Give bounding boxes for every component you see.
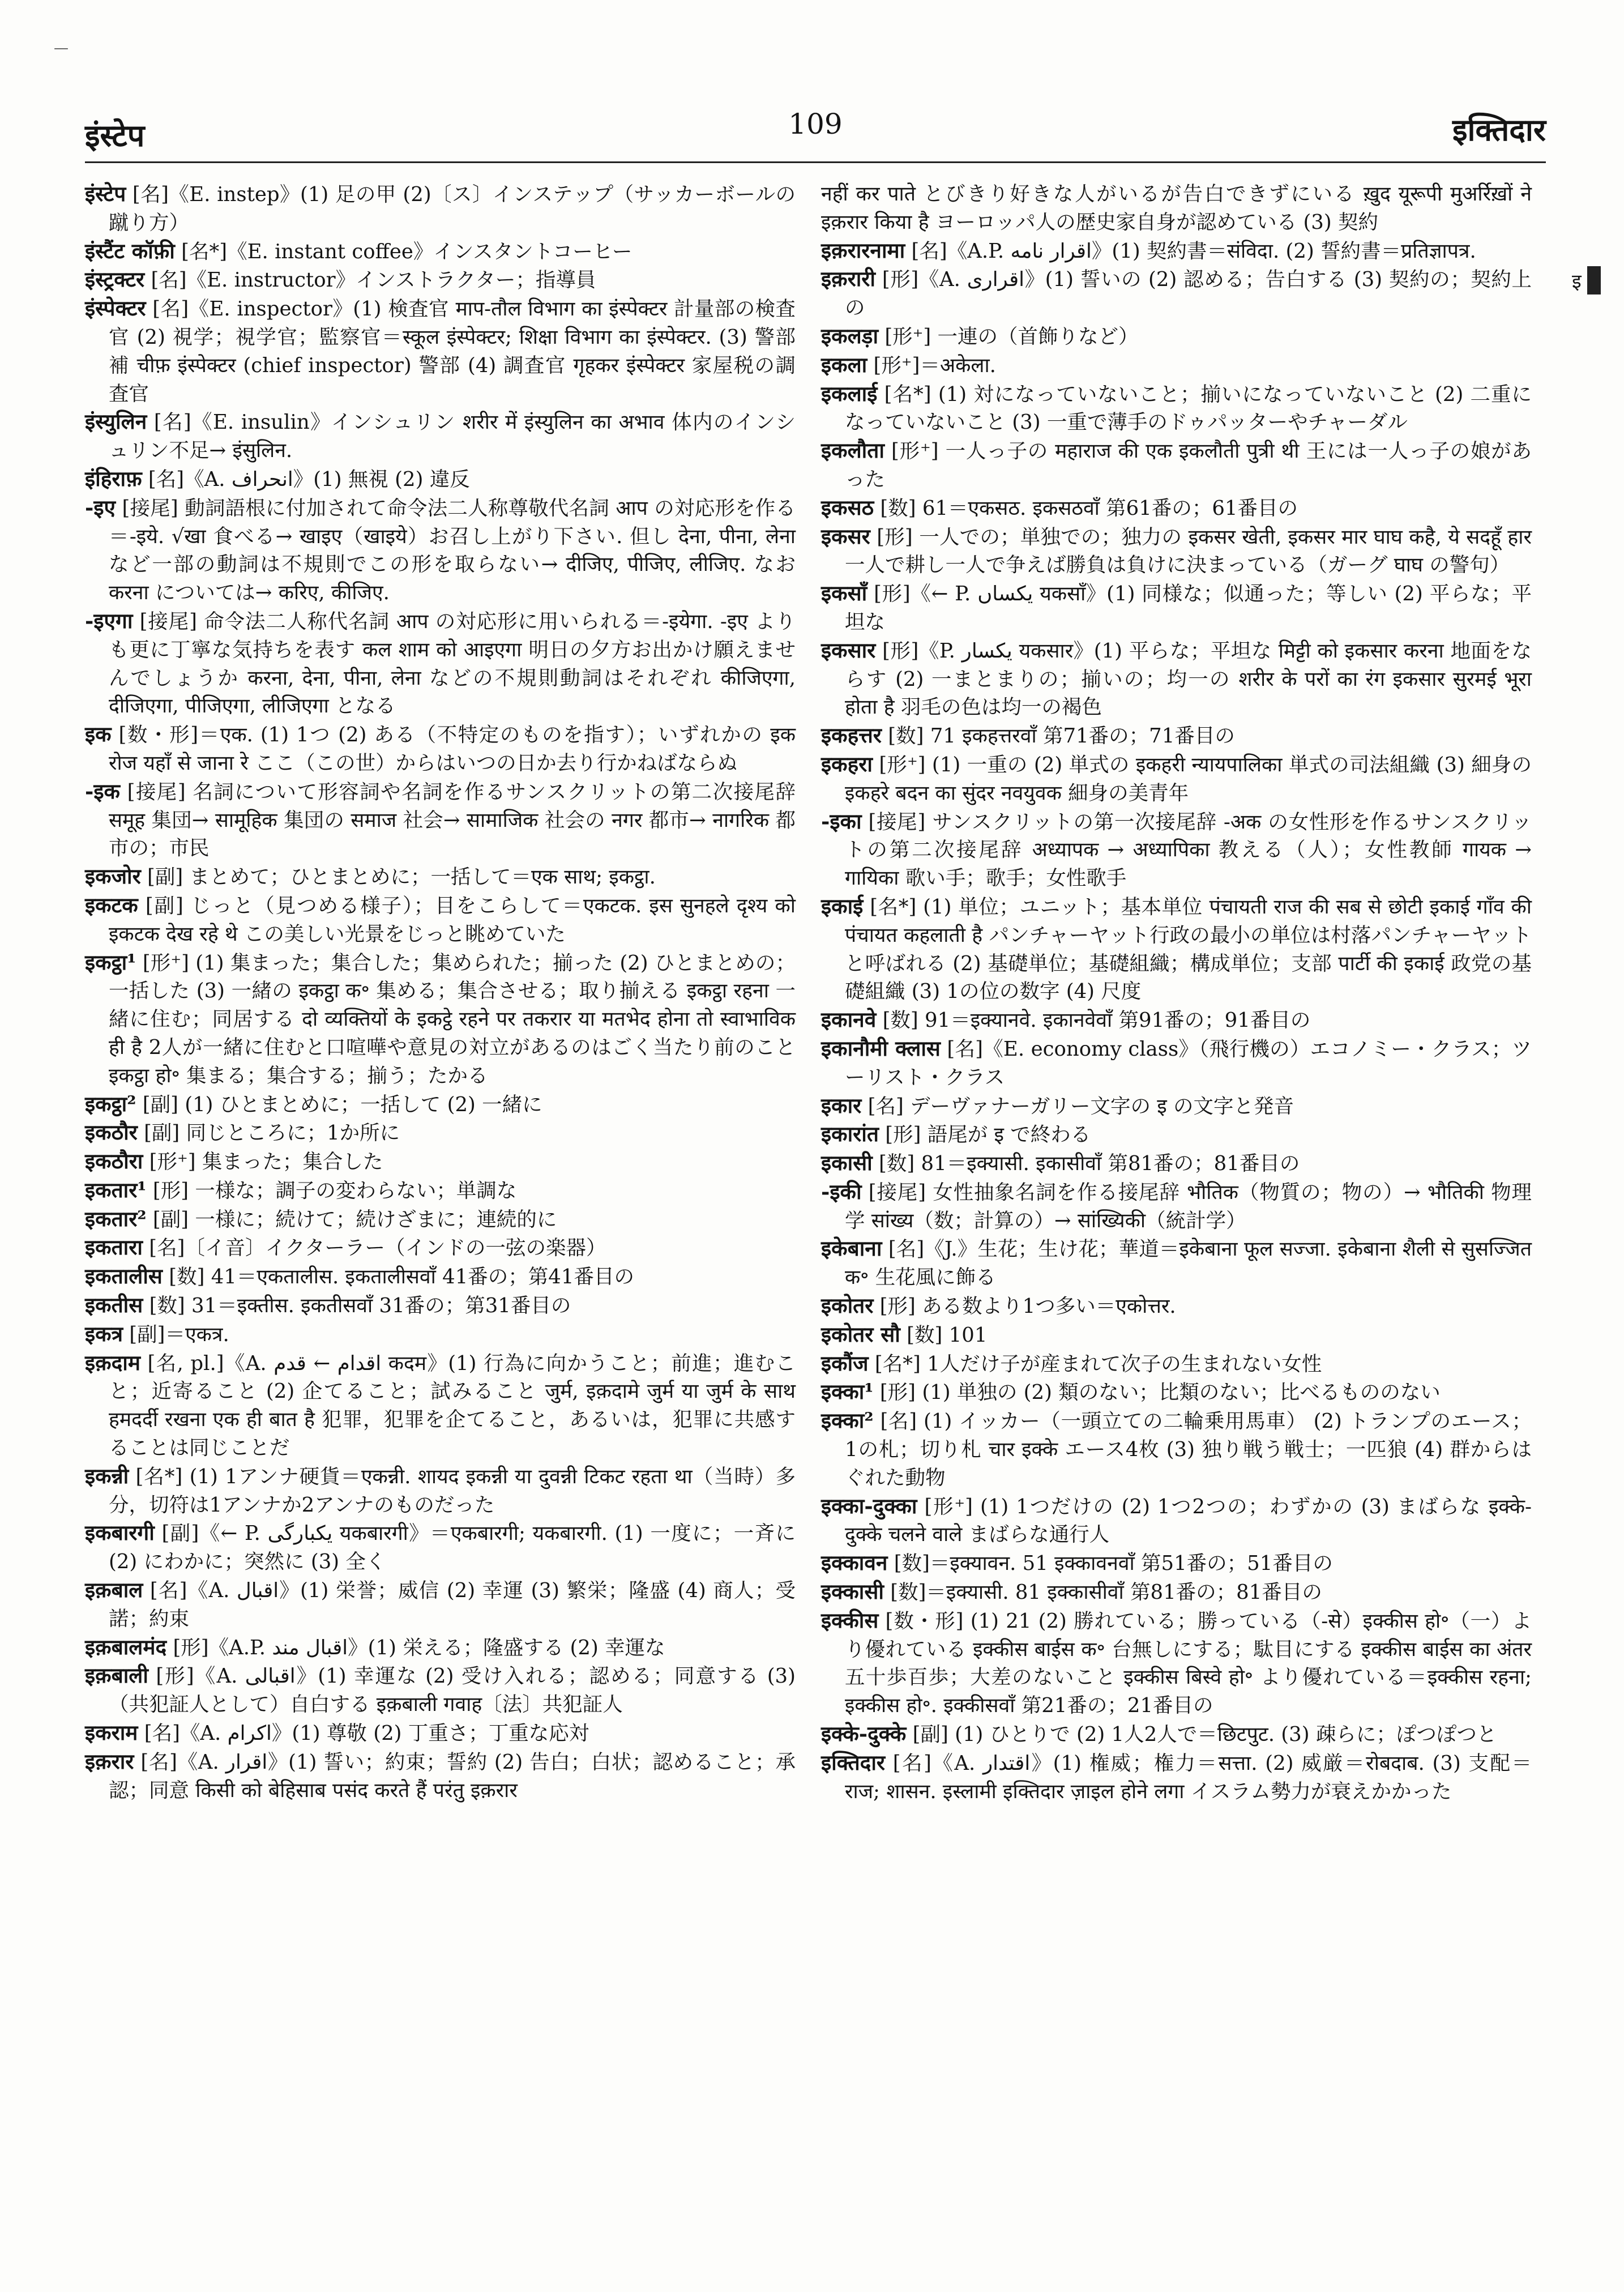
entry-headword: इक्के-दुक्के <box>821 1721 907 1747</box>
entry-definition: [形]《A. اقراری》(1) 誓いの (2) 認める；告白する (3) 契約の；契約上の <box>845 268 1532 320</box>
dictionary-entry <box>85 891 796 949</box>
entry-definition: [数・形]＝एक. (1) 1つ (2) ある（不特定のものを指す）；いずれかの इक रोज यहाँ से जाना रे ここ（この世）からはいつの日か去り行かねばならぬ <box>109 723 796 775</box>
entry-headword: इकजोर <box>85 864 141 889</box>
entry-headword: इकबारगी <box>85 1520 155 1546</box>
entry-headword: इक़बालमंद <box>85 1634 167 1659</box>
entry-definition: [名*] (1) 1アンナ硬貨＝एकन्नी. शायद इकन्नी या दुवन्नी टिकट रहता था（当時）多分，切符は1アンナか2アンナのものだった <box>109 1465 796 1517</box>
dictionary-entry <box>821 1749 1532 1806</box>
dictionary-entry <box>85 1205 796 1234</box>
entry-definition: [接尾] 女性抽象名詞を作る接尾辞 भौतिक（物質の；物の）→ भौतिकी 物理学 सांख्य（数；計算の）→ सांख्यिकी（統計学） <box>845 1180 1532 1232</box>
entry-definition: [形]《P. یکسار यकसार》(1) 平らな；平坦な मिट्टी को इकसार करना 地面をならす (2) 一まとまりの；揃いの；均一の शरीर के परों का रंग इकसार सुरमई भूरा होता है 羽毛の色は均一の褐色 <box>845 639 1532 719</box>
dictionary-entry <box>821 1492 1532 1550</box>
entry-headword: इकसार <box>821 637 876 663</box>
header-right-guide-word: इक्तिदार <box>1452 112 1546 148</box>
entry-definition: [形]《A.P. اقبال مند》(1) 栄える；隆盛する (2) 幸運な <box>166 1636 665 1659</box>
dictionary-entry <box>821 351 1532 380</box>
dictionary-entry <box>821 1092 1532 1121</box>
dictionary-entry <box>85 949 796 1090</box>
entry-headword: इकटक <box>85 892 138 917</box>
entry-definition: [数] 41＝एकतालीस. इकतालीसवाँ 41番の；第41番目の <box>162 1265 634 1289</box>
entry-headword: -इका <box>821 808 862 834</box>
entry-definition: [名, pl.]《A. اقدام ← قدم कदम》(1) 行為に向かうこと；前進；進むこと；近寄ること (2) 企てること；試みること जुर्म, इक़दामे जुर्म या जुर्म के साथ हमदर्दी रखना एक ही बात है 犯罪，犯罪を企てること，あるいは，犯罪に共感することは同じことだ <box>109 1351 796 1460</box>
dictionary-entry <box>85 1519 796 1576</box>
dictionary-entry <box>85 863 796 891</box>
entry-definition: [接尾] 名詞について形容詞や名詞を作るサンスクリットの第二次接尾辞 समूह 集団→ सामूहिक 集団の समाज 社会→ सामाजिक 社会の नगर 都市→ नागरिक 都市の；市民 <box>109 780 796 860</box>
entry-definition: [名*] (1) 対になっていないこと；揃いになっていないこと (2) 二重になっていないこと (3) 一重で薄手のドゥパッターやチャーダル <box>845 382 1532 434</box>
dictionary-entry <box>85 1719 796 1748</box>
thumb-index-block <box>1587 266 1601 294</box>
entry-definition: [名*] (1) 単位；ユニット；基本単位 पंचायती राज की सब से छोटी इकाई गाँव की पंचायत कहलाती है パンチャーヤット行政の最小の単位は村落パンチャーヤットと呼ばれる (2) 基礎単位；基礎組織；構成単位；支部 पार्टी की इकाई 政党の基礎組織 (3) 1の位の数字 (4) 尺度 <box>845 895 1532 1004</box>
dictionary-entry <box>821 1578 1532 1607</box>
entry-headword: इकसर <box>821 523 870 549</box>
entry-headword: -इक <box>85 778 120 804</box>
entry-definition: [名*]《E. instant coffee》インスタントコーヒー <box>174 240 632 263</box>
dictionary-entry <box>85 1462 796 1520</box>
entry-headword: इक़रारी <box>821 266 876 292</box>
dictionary-entry <box>85 607 796 720</box>
entry-definition: [副] まとめて；ひとまとめに；一括して＝एक साथ; इकट्ठा. <box>140 865 656 889</box>
entry-headword: इकेबाना <box>821 1236 882 1261</box>
entry-definition: [名]《E. insulin》インシュリン शरीर में इंस्युलिन का अभाव 体内のインシュリン不足→ इंसुलिन. <box>109 411 796 463</box>
entry-headword: इक्कावन <box>821 1550 888 1576</box>
entry-definition: [形⁺] 一連の（首飾りなど） <box>878 325 1139 348</box>
entry-headword: इक्कीस <box>821 1607 879 1633</box>
entry-headword: इकतीस <box>85 1292 143 1318</box>
dictionary-entry <box>821 1720 1532 1749</box>
entry-headword: इकारांत <box>821 1121 879 1147</box>
entry-headword: -इए <box>85 494 116 520</box>
entry-headword: इक्का² <box>821 1408 874 1433</box>
entry-headword: -इएगा <box>85 608 133 633</box>
dictionary-entry <box>85 1576 796 1633</box>
dictionary-entry <box>85 1262 796 1291</box>
entry-definition: [数] 81＝इक्यासी. इकासीवाँ 第81番の；81番目の <box>872 1152 1300 1176</box>
entry-definition: [名]《A.P. اقرار نامه》(1) 契約書＝संविदा. (2) 誓約書＝प्रतिज्ञापत्र. <box>905 239 1476 263</box>
entry-headword: इकानौमी क्लास <box>821 1035 941 1061</box>
entry-headword: इक्तिदार <box>821 1749 886 1775</box>
entry-definition: [数] 91＝इक्यानवे. इकानवेवाँ 第91番の；91番目の <box>876 1009 1311 1032</box>
entry-headword: इकलाई <box>821 381 878 406</box>
dictionary-entry <box>85 720 796 778</box>
entry-headword: इकसठ <box>821 494 874 520</box>
right-column <box>821 180 1532 1806</box>
entry-definition: [名]〔イ音〕イクターラー（インドの一弦の楽器） <box>142 1236 606 1260</box>
entry-definition: [名]《E. economy class》（飛行機の）エコノミー・クラス；ツーリスト・クラス <box>845 1037 1532 1089</box>
entry-headword: इंस्टेप <box>85 181 126 206</box>
entry-headword: इक़बाली <box>85 1663 148 1688</box>
dictionary-entry <box>85 294 796 408</box>
dictionary-entry <box>85 1119 796 1147</box>
dictionary-entry <box>821 1178 1532 1235</box>
entry-headword: इकाई <box>821 893 864 919</box>
dictionary-entry <box>85 266 796 294</box>
dictionary-entry <box>821 1292 1532 1321</box>
entry-headword: इकराम <box>85 1720 138 1745</box>
entry-headword: इक्कासी <box>821 1579 884 1604</box>
entry-definition: [副] 一様に；続けて；続けざまに；連続的に <box>146 1207 557 1231</box>
entry-definition: [名]《A. اقبال》(1) 栄誉；威信 (2) 幸運 (3) 繁栄；隆盛 (4) 商人；受諾；約束 <box>109 1579 796 1631</box>
dictionary-entry <box>85 1234 796 1262</box>
dictionary-entry <box>85 494 796 607</box>
dictionary-entry <box>85 1349 796 1462</box>
entry-headword: इकौंज <box>821 1350 869 1376</box>
entry-definition: [形⁺] 集まった；集合した <box>143 1150 383 1174</box>
entry-headword: इकोतर <box>821 1293 874 1318</box>
entry-definition: [名] デーヴァナーガリー文字の इ の文字と発音 <box>861 1094 1294 1118</box>
entry-definition: [形]《← P. یکساں यकसाँ》(1) 同様な；似通った；等しい (2) 平らな；平坦な <box>845 582 1532 634</box>
dictionary-entry <box>821 180 1532 237</box>
entry-headword: इकट्ठा¹ <box>85 949 136 975</box>
dictionary-entry <box>821 722 1532 750</box>
entry-headword: इक्का-दुक्का <box>821 1493 917 1518</box>
dictionary-entry <box>821 1350 1532 1378</box>
entry-definition: [副] じっと（見つめる様子）；目をこらして＝एकटक. इस सुनहले दृश्य को इकटक देख रहे थे この美しい光景をじっと眺めていた <box>109 894 796 946</box>
dictionary-entry <box>821 380 1532 437</box>
entry-definition: [数・形] (1) 21 (2) 勝れている；勝っている（-से）इक्कीस हो॰（一）より優れている इक्कीस बाईस क॰ 台無しにする；駄目にする इक्कीस बाईस का अंतर 五十歩百歩；大差のないこと इक्कीस बिस्वे हो॰ より優れている＝इक्कीस रहना; इक्कीस हो॰. इक्कीसवाँ 第21番の；21番目の <box>845 1609 1532 1718</box>
entry-headword: इकलौता <box>821 438 884 463</box>
dictionary-entry <box>85 1748 796 1805</box>
entry-headword: इकानवे <box>821 1007 877 1032</box>
entry-headword: इक <box>85 722 112 747</box>
entry-definition: [名] (1) イッカー（一頭立ての二輪乗用馬車） (2) トランプのエース；1の札；切り札 चार इक्के エース4枚 (3) 独り戦う戦士；一匹狼 (4) 群からはぐれた動物 <box>845 1410 1532 1489</box>
entry-definition: [数]＝इक्यासी. 81 इक्कासीवाँ 第81番の；81番目の <box>883 1581 1322 1604</box>
entry-headword: इंहिराफ़ <box>85 466 142 491</box>
entry-headword: इक्का¹ <box>821 1379 874 1405</box>
entry-definition: [副] (1) ひとりで (2) 1人2人で＝छिटपुट. (3) 疎らに；ぽつぽつと <box>906 1723 1497 1747</box>
entry-definition: [数] 31＝इक्तीस. इकतीसवाँ 31番の；第31番目の <box>143 1294 571 1318</box>
entry-definition: [数] 61＝एकसठ. इकसठवाँ 第61番の；61番目の <box>874 496 1298 520</box>
entry-definition: [数] 101 <box>900 1323 988 1347</box>
entry-definition: [形⁺]＝अकेला. <box>867 353 996 377</box>
entry-headword: इकत्र <box>85 1321 123 1346</box>
dictionary-entry <box>85 1090 796 1119</box>
entry-headword: इंस्टैंट कॉफ़ी <box>85 238 175 263</box>
entry-definition: [形⁺] (1) 集まった；集合した；集められた；揃った (2) ひとまとめの；一括した (3) 一緒の इकट्ठा क॰ 集める；集合させる；取り揃える इकट्ठा रहना 一緒に住む；同居する दो व्यक्तियों के इकट्ठे रहने पर तकरार या मतभेद होना तो स्वाभाविक ही है 2人が一緒に住むと口喧嘩や意見の対立があるのはごく当たり前のこと इकट्ठा हो॰ 集まる；集合する；揃う；たかる <box>109 951 796 1087</box>
entry-headword: इंस्ट्रक्टर <box>85 267 145 292</box>
dictionary-entry <box>85 237 796 266</box>
entry-headword: इक़दाम <box>85 1350 140 1375</box>
entry-definition: [名]《E. instructor》インストラクター；指導員 <box>144 268 596 292</box>
dictionary-entry <box>85 180 796 237</box>
dictionary-entry <box>821 1149 1532 1178</box>
dictionary-entry <box>821 322 1532 351</box>
dictionary-entry <box>85 408 796 465</box>
entry-headword: इकतार² <box>85 1206 147 1231</box>
dictionary-entry <box>821 579 1532 637</box>
entry-headword: इक़रारनामा <box>821 237 905 263</box>
dictionary-entry <box>821 1120 1532 1149</box>
entry-definition: [名]《E. inspector》(1) 検査官 माप-तौल विभाग का इंस्पेक्टर 計量部の検査官 (2) 視学；視学官；監察官＝स्कूल इंस्पेक्टर; शिक्षा विभाग का इंस्पेक्टर. (3) 警部補 चीफ़ इंस्पेक्टर (chief inspector) 警部 (4) 調査官 गृहकर इंस्पेक्टर 家屋税の調査官 <box>109 297 796 406</box>
entry-headword: इंस्पेक्टर <box>85 296 146 321</box>
dictionary-entry <box>821 1407 1532 1492</box>
header-rule <box>85 161 1546 163</box>
dictionary-entry <box>85 1176 796 1205</box>
dictionary-entry <box>821 1378 1532 1407</box>
dictionary-entry <box>821 437 1532 494</box>
entry-headword: इकसाँ <box>821 581 867 606</box>
entry-definition: [副]＝एकत्र. <box>123 1322 229 1346</box>
entry-definition: [接尾] サンスクリットの第一次接尾辞 -अक の女性形を作るサンスクリットの第二次接尾辞 अध्यापक → अध्यापिका 教える（人）；女性教師 गायक → गायिका 歌い手；歌手；女性歌手 <box>845 810 1532 890</box>
entry-definition: [接尾] 命令法二人称代名詞 आप の対応形に用いられる＝-इयेगा. -इए よりも更に丁寧な気持ちを表す कल शाम को आइएगा 明日の夕方お出かけ願えませんでしょうか करना, देना, पीना, लेना などの不規則動詞はそれぞれ कीजिएगा, दीजिएगा, पीजिएगा, लीजिएगा となる <box>109 609 796 718</box>
entry-headword: इकोतर सौ <box>821 1321 900 1347</box>
entry-headword: इकठौर <box>85 1120 138 1145</box>
dictionary-entry <box>821 1549 1532 1578</box>
entry-definition: [形] 一様な；調子の変わらない；単調な <box>146 1179 517 1202</box>
entry-headword: इंस्युलिन <box>85 409 147 434</box>
dictionary-entry <box>85 1662 796 1719</box>
entry-definition: [名]《J.》生花；生け花；華道＝इकेबाना फूल सज्जा. इकेबाना शैली से सुसज्जित क॰ 生花風に飾る <box>845 1237 1532 1290</box>
entry-definition: [接尾] 動詞語根に付加されて命令法二人称尊敬代名詞 आप の対応形を作る＝-इये. √खा 食べる→ खाइए（खाइये）お召し上がり下さい. 但し देना, पीना, लेना など一部の動詞は不規則でこの形を取らない→ दीजिए, पीजिए, लीजिए. なお करना については→ करिए, कीजिए. <box>109 496 796 605</box>
entry-definition: [名]《E. instep》(1) 足の甲 (2)〔ス〕インステップ（サッカーボールの蹴り方） <box>109 183 796 234</box>
dictionary-entry <box>821 893 1532 1006</box>
thumb-index-letter: इ <box>1572 270 1582 293</box>
entry-definition: [名]《A. اقتدار》(1) 権威；権力＝सत्ता. (2) 威厳＝रोबदाब. (3) 支配＝राज; शासन. इस्लामी इक्तिदार ज़ाइल होने लगा イスラム勢力が衰えかかった <box>845 1751 1532 1803</box>
dictionary-entry <box>821 1006 1532 1035</box>
entry-headword: इकन्नी <box>85 1463 129 1488</box>
entry-headword: इकठौरा <box>85 1149 143 1174</box>
dictionary-entry <box>821 523 1532 580</box>
dictionary-entry <box>821 750 1532 808</box>
entry-definition: [形⁺] 一人っ子の महाराज की एक इकलौती पुत्री थी 王には一人っ子の娘があった <box>845 439 1532 491</box>
entry-definition: [形] (1) 単独の (2) 類のない；比類のない；比べるもののない <box>873 1381 1441 1405</box>
corner-mark: — <box>54 40 69 57</box>
dictionary-entry <box>821 1321 1532 1350</box>
dictionary-entry <box>821 637 1532 722</box>
entry-definition: [副] 同じところに；1か所に <box>137 1121 400 1145</box>
page-number: 109 <box>788 108 843 140</box>
thumb-index-tab <box>1572 266 1601 294</box>
entry-definition: [形⁺] (1) 1つだけの (2) 1つ2つの；わずかの (3) まばらな इक्के-दुक्के चलने वाले まばらな通行人 <box>845 1495 1532 1547</box>
entry-definition: [数]＝इक्यावन. 51 इक्कावनवाँ 第51番の；51番目の <box>887 1552 1333 1576</box>
dictionary-entry <box>85 778 796 863</box>
entry-definition: [形]《A. اقبالی》(1) 幸運な (2) 受け入れる；認める；同意する (3)（共犯証人として）自白する इक़बाली गवाह〔法〕共犯証人 <box>109 1664 796 1717</box>
left-column <box>85 180 796 1804</box>
entry-headword: इकला <box>821 352 867 377</box>
entry-definition: [名]《A. اکرام》(1) 尊敬 (2) 丁重さ；丁重な応対 <box>138 1722 589 1745</box>
entry-definition: [形] ある数より1つ多い＝एकोत्तर. <box>873 1295 1176 1318</box>
entry-headword: इकतालीस <box>85 1264 163 1289</box>
entry-headword: इकार <box>821 1092 862 1118</box>
entry-headword: इक़रार <box>85 1748 134 1774</box>
entry-headword: इकहत्तर <box>821 723 882 748</box>
dictionary-entry <box>85 1320 796 1349</box>
page-header <box>85 108 1546 159</box>
dictionary-entry <box>85 1147 796 1176</box>
entry-definition: [形] 一人での；単独での；独力の इकसर खेती, इकसर मार घाघ कहै, ये सदहूँ हार 一人で耕し一人で争えば勝負は負けに決まっている（ガーグ घाघ の警句） <box>845 525 1532 577</box>
entry-headword: इक़बाल <box>85 1577 143 1603</box>
dictionary-entry <box>821 808 1532 893</box>
entry-definition: [名*] 1人だけ子が産まれて次子の生まれない女性 <box>868 1352 1322 1376</box>
dictionary-entry <box>85 1291 796 1320</box>
dictionary-entry <box>85 1633 796 1662</box>
dictionary-entry <box>821 1607 1532 1720</box>
entry-definition: नहीं कर पाते とびきり好きな人がいるが告白できずにいる ख़ुद यूरूपी मुअर्रिख़ों ने इक़रार किया है ヨーロッパ人の歴史家自身が認めている (3) 契約 <box>821 182 1532 234</box>
dictionary-entry <box>821 265 1532 322</box>
entry-definition: [数] 71 इकहत्तरवाँ 第71番の；71番目の <box>881 724 1235 748</box>
dictionary-entry <box>85 465 796 494</box>
entry-headword: इकहरा <box>821 751 873 776</box>
header-left-guide-word: इंस्टेप <box>85 117 145 153</box>
dictionary-entry <box>821 494 1532 523</box>
entry-definition: [形] 語尾が इ で終わる <box>878 1123 1091 1147</box>
dictionary-entry <box>821 237 1532 266</box>
entry-definition: [副] (1) ひとまとめに；一括して (2) 一緒に <box>136 1092 542 1116</box>
dictionary-entry <box>821 1235 1532 1292</box>
entry-definition: [副]《← P. یکبارگی यकबारगी》＝एकबारगी; यकबारगी. (1) 一度に；一斉に (2) にわかに；突然に (3) 全く <box>109 1522 796 1574</box>
entry-headword: इकलड़ा <box>821 323 879 348</box>
dictionary-entry <box>821 1035 1532 1092</box>
entry-headword: इकतार¹ <box>85 1177 147 1202</box>
entry-definition: [名]《A. انحراف》(1) 無視 (2) 違反 <box>142 467 470 491</box>
entry-definition: [名]《A. اقرار》(1) 誓い；約束；誓約 (2) 告白；白状；認めること；承認；同意 किसी को बेहिसाब पसंद करते हैं परंतु इक़रार <box>109 1750 796 1802</box>
entry-headword: इकासी <box>821 1150 873 1176</box>
entry-headword: -इकी <box>821 1179 862 1204</box>
entry-headword: इकतारा <box>85 1235 143 1260</box>
entry-definition: [形⁺] (1) 一重の (2) 単式の इकहरी न्यायपालिका 単式の司法組織 (3) 細身の इकहरे बदन का सुंदर नवयुवक 細身の美青年 <box>845 753 1532 805</box>
entry-headword: इकट्ठा² <box>85 1091 136 1116</box>
